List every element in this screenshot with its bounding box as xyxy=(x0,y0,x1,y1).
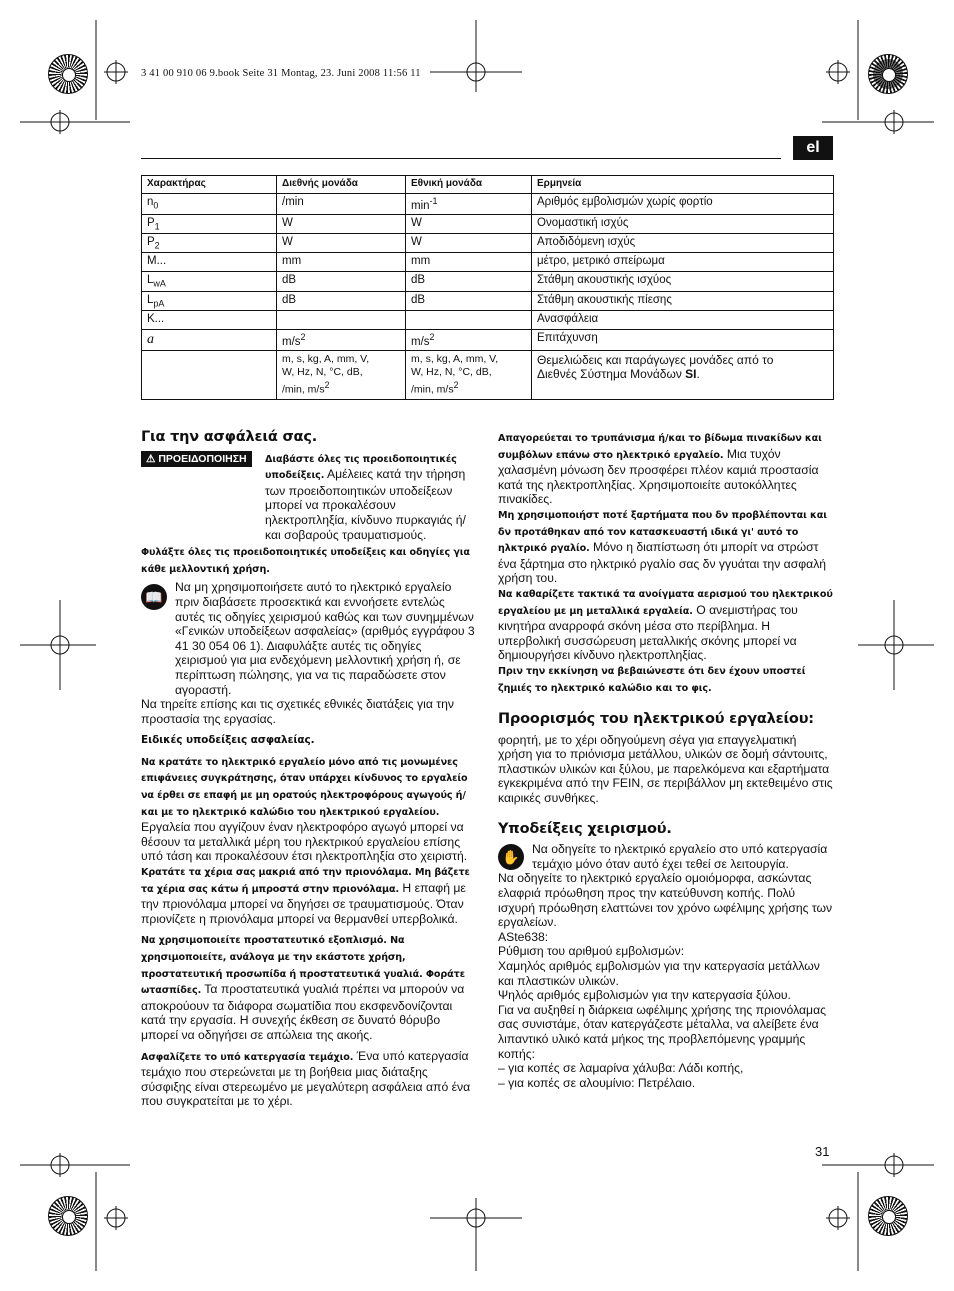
bold-text: Μη χρησιμοποιήστ ποτέ ξαρτήματα που δν προβλέπονται και δν προτάθηκαν από τον κατασκευαστή ιδικά γι' αυτό το ηλκτρικό ργαλίο. xyxy=(498,509,827,555)
body-text: Να οδηγείτε το ηλεκτρικό εργαλείο στο υπό κατεργασία τεμάχιο μόνο όταν αυτό έχει τεθεί σε λειτουργία. xyxy=(532,842,828,871)
table-cell xyxy=(532,330,834,351)
table-cell xyxy=(406,214,532,233)
body-text: Να τηρείτε επίσης και τις σχετικές εθνικές διατάξεις για την προστασία της εργασίας. xyxy=(141,697,454,726)
section-title: Υποδείξεις χειρισμού. xyxy=(498,820,672,837)
column-header: Διεθνής μονάδα xyxy=(277,176,406,194)
table-cell xyxy=(406,194,532,215)
table-cell xyxy=(532,234,834,253)
read-manual-icon: 📖 xyxy=(141,584,167,610)
cell-text: W xyxy=(282,236,293,249)
table-cell xyxy=(142,194,277,215)
cell-text: Επιτάχυνση xyxy=(537,332,598,345)
table-cell xyxy=(406,253,532,272)
body-text: Ψηλός αριθμός εμβολισμών για την κατεργασία ξύλου. xyxy=(498,988,791,1003)
cell-text: /min xyxy=(282,196,304,208)
body-text: Ένα υπό κατεργασία τεμάχιο που στερεώνεται με τη βοήθεια μιας διάταξης σύσφιξης είναι στερεωμένο με μεγαλύτερη ασφάλεια από ένα που συγκρατείται με το χέρι. xyxy=(141,1048,471,1109)
table-cell: Θεμελιώδεις και παράγωγες μονάδες από το xyxy=(537,353,774,368)
body-text: Μια τυχόν χαλασμένη μόνωση δεν προσφέρει πλέον καμιά προστασία κατά της ηλεκτροπληξίας. Χρησιμοποιείτε αυτοκόλλητες πινακίδες. xyxy=(498,446,819,507)
table-cell: /min, m/s xyxy=(411,383,454,396)
cell-text: n xyxy=(147,196,154,208)
cell-text: a xyxy=(147,332,154,348)
body-text: Αμέλειες κατά την τήρηση των προειδοποιητικών υποδείξεων μπορεί να προκαλέσουν ηλεκτροπληξία, κίνδυνο πυρκαγιάς ή/και σοβαρούς τραυματισμούς. xyxy=(265,467,466,542)
table-cell xyxy=(532,253,834,272)
superscript: 2 xyxy=(429,332,435,343)
table-cell: m, s, kg, A, mm, V, xyxy=(411,353,499,366)
bold-text: Ασφαλίζετε το υπό κατεργασία τεμάχιο. xyxy=(141,1051,354,1063)
si-label: SI xyxy=(685,367,697,382)
table-cell xyxy=(142,272,277,291)
cell-text: L xyxy=(147,274,154,287)
body-text: Ο ανεμιστήρας του κινητήρα αναρροφά σκόνη μέσα στο περίβλημα. Η υπερβολική συσσώρευση μεταλλικής σκόνης μπορεί να δημιουργήσει κίνδυνο ηλεκτροπληξίας. xyxy=(498,602,798,663)
cell-text: P xyxy=(147,216,155,229)
cell-text: dB xyxy=(411,293,426,306)
table-cell xyxy=(277,194,406,215)
table-cell: Διεθνές Σύστημα Μονάδων xyxy=(537,367,682,382)
warning-label: ΠΡΟΕΙΔΟΠΟΙΗΣΗ xyxy=(158,452,247,465)
cell-text: mm xyxy=(282,255,302,268)
column-header: Ερμηνεία xyxy=(532,176,834,194)
cell-text: μέτρο, μετρικό σπείρωμα xyxy=(537,255,665,268)
warning-badge xyxy=(141,451,252,468)
table-cell xyxy=(277,272,406,291)
subheading: Ειδικές υποδείξεις ασφαλείας. xyxy=(141,734,315,747)
table-row xyxy=(142,330,834,351)
cell-text: dB xyxy=(411,274,426,287)
cell-text: K... xyxy=(147,313,165,326)
list-item: – για κοπές σε λαμαρίνα χάλυβα: Λάδι κοπής, xyxy=(498,1061,744,1076)
body-text: Η επαφή με την πριονόλαμα μπορεί να δηγήσει σε τραυματισμούς. Όταν πριονίζετε η πριονόλαμα μπορεί να θερμανθεί υπερβολικά. xyxy=(141,880,466,926)
table-cell xyxy=(532,194,834,215)
table-cell: m, s, kg, A, mm, V, xyxy=(282,353,370,366)
cell-text: Ανασφάλεια xyxy=(537,313,599,326)
page-number: 31 xyxy=(815,1144,830,1159)
cell-text: W xyxy=(282,216,293,229)
cell-text: W xyxy=(411,216,422,229)
table-cell xyxy=(277,311,406,330)
table-cell xyxy=(532,214,834,233)
subscript: pA xyxy=(153,298,165,309)
table-cell xyxy=(142,253,277,272)
cell-text: dB xyxy=(282,293,297,306)
body-text: φορητή, με το χέρι οδηγούμενη σέγα για επαγγελματική χρήση για το πριόνισμα μετάλλου, υλικών σε δομή σάντουιτς, πλαστικών υλικών και ξύλου, με παρελκόμενα και εξαρτήματα εγκεκριμένα από την FEIN, σε περιβάλλον μη εκτεθειμένο στις καιρικές συνθήκες. xyxy=(498,732,833,806)
table-cell xyxy=(277,291,406,310)
subscript: 2 xyxy=(154,240,160,251)
table-row xyxy=(142,194,834,215)
column-header: Εθνική μονάδα xyxy=(406,176,532,194)
table-cell xyxy=(142,330,277,351)
body-text: Μόνο η διαπίστωση ότι μπορίτ να στρώστ ένα ξάρτημα στο ηλκτρικό ργαλίο σας δν γγυάται την ασφαλή χρήση του. xyxy=(498,540,827,586)
table-row xyxy=(142,234,834,253)
file-info-line: 3 41 00 910 06 9.book Seite 31 Montag, 23. Juni 2008 11:56 11 xyxy=(141,68,421,79)
cell-text: P xyxy=(147,236,155,249)
subscript: 1 xyxy=(154,221,160,232)
table-row xyxy=(142,351,834,400)
bold-text: Φυλάξτε όλες τις προειδοποιητικές υποδείξεις και οδηγίες για κάθε μελλοντική χρήση. xyxy=(141,547,470,575)
list-item: – για κοπές σε αλουμίνιο: Πετρέλαιο. xyxy=(498,1075,696,1090)
left-column xyxy=(141,430,476,1109)
bold-text: Να καθαρίζετε τακτικά τα ανοίγματα αερισμού του ηλεκτρικού εργαλείου με μη μεταλλικά εργαλεία. xyxy=(498,588,833,617)
cell-text: Στάθμη ακουστικής πίεσης xyxy=(537,293,672,306)
cell-text: mm xyxy=(411,255,431,268)
table-cell xyxy=(142,291,277,310)
table-cell xyxy=(142,234,277,253)
superscript: 2 xyxy=(324,380,330,391)
table-cell: W, Hz, N, °C, dB, xyxy=(282,366,363,379)
table-header-row xyxy=(142,176,834,194)
table-row xyxy=(142,253,834,272)
bold-text: Διαβάστε όλες τις προειδοποιητικές υποδείξεις. xyxy=(265,453,457,482)
bold-text: Απαγορεύεται το τρυπάνισμα ή/και το βίδωμα πινακίδων και συμβόλων επάνω στο ηλεκτρικό εργαλείο. xyxy=(498,433,822,461)
subscript: wA xyxy=(153,278,166,289)
section-title: Προορισμός του ηλεκτρικού εργαλείου: xyxy=(498,711,814,728)
cell-text: L xyxy=(147,293,154,306)
table-cell xyxy=(532,272,834,291)
cell-text: Στάθμη ακουστικής ισχύος xyxy=(537,274,672,287)
subscript: 0 xyxy=(153,200,159,211)
body-text: Τα προστατευτικά γυαλιά πρέπει να μπορούν να αποκρούουν τα διάφορα σωματίδια που εκσφενδονίζονται κατά την εργασία. Η συνεχής έκθεση σε δυνατό θόρυβο μπορεί να οδηγήσει σε απώλεια της ακοής. xyxy=(141,982,465,1042)
cell-text: dB xyxy=(282,274,297,287)
body-text: Χαμηλός αριθμός εμβολισμών για την κατεργασία μετάλλων και πλαστικών υλικών. xyxy=(498,959,820,988)
table-cell xyxy=(142,214,277,233)
cell-text: m/s xyxy=(282,335,301,348)
bold-text: Να κρατάτε το ηλεκτρικό εργαλείο μόνο από τις μονωμένες επιφάνειες συγκράτησης, όταν υπάρχει κίνδυνος το εργαλείο να έρθει σε επαφή με μη ορατούς ηλεκτροφόρους αγωγούς ή/και με το ηλεκτρικό καλώδιο του ηλεκτρικού εργαλείου. xyxy=(141,756,468,818)
body-text: Να μη χρησιμοποιήσετε αυτό το ηλεκτρικό εργαλείο πριν διαβάσετε προσεκτικά και εννοήσετε εντελώς αυτές τις οδηγίες χειρισμού καθώς και των συνημμένων «Γενικών υποδείξεων ασφαλείας» (αριθμός εγγράφου 3 41 30 054 06 1). Διαφυλάξτε αυτές τις οδηγίες χειρισμού για μια ενδεχόμενη μελλοντική χρήση ή, σε περίπτωση πώλησης, για να τις παραδώσετε στον αγοραστή. xyxy=(175,580,475,697)
table-cell: /min, m/s xyxy=(282,383,325,396)
table-cell xyxy=(142,311,277,330)
table-row xyxy=(142,311,834,330)
bold-text: Κρατάτε τα χέρια σας μακριά από την πριονόλαμα. Μη βάζετε τα χέρια σας κάτω ή μπροστά στην πριονόλαμα. xyxy=(141,867,470,895)
table-cell xyxy=(406,291,532,310)
body-text: Να οδηγείτε το ηλεκτρικό εργαλείο ομοιόμορφα, ασκώντας ελαφριά πρόωθηση προς την κατεύθυνση κοπής. Πολύ ισχυρή πρόωθηση ελαττώνει τον χρόνο ωφέλιμης χρήσης των εργαλείων. xyxy=(498,871,833,930)
body-text: Για να αυξηθεί η διάρκεια ωφέλιμης χρήσης της πριονόλαμας σας συνιστάμε, όταν κατεργάζεστε μέταλλα, να αλείβετε ένα λιπαντικό υλικό κατά μήκος της προβλεπόμενης γραμμής κοπής: xyxy=(498,1002,827,1061)
table-cell: W, Hz, N, °C, dB, xyxy=(411,366,492,379)
body-text: ASte638: xyxy=(498,929,549,944)
section-title: Για την ασφάλειά σας. xyxy=(141,429,318,445)
table-row xyxy=(142,291,834,310)
table-cell xyxy=(532,291,834,310)
hand-guide-icon: ✋ xyxy=(498,844,524,870)
body-text: Ρύθμιση του αριθμού εμβολισμών: xyxy=(498,944,685,959)
cell-text: Ονομαστική ισχύς xyxy=(537,216,629,229)
table-cell xyxy=(406,272,532,291)
cell-text: W xyxy=(411,236,422,249)
cell-text: min xyxy=(411,199,430,212)
body-text: Εργαλεία που αγγίζουν έναν ηλεκτροφόρο αγωγό μπορεί να θέσουν τα μεταλλικά μέρη του ηλεκτρικού εργαλείου επίσης υπό τάση και προκαλέσουν έτσι ηλεκτροπληξία στο χειριστή. xyxy=(141,820,468,864)
table-cell xyxy=(277,253,406,272)
table-cell xyxy=(406,330,532,351)
warning-triangle-icon: ⚠ xyxy=(146,452,159,465)
right-column xyxy=(498,430,834,1090)
table-cell xyxy=(532,311,834,330)
bold-text: Πριν την εκκίνηση να βεβαιώνεστε ότι δεν έχουν υποστεί ζημιές το ηλεκτρικό καλώδιο και το φις. xyxy=(498,665,806,694)
table-cell xyxy=(277,214,406,233)
header-rule xyxy=(141,158,781,159)
table-cell: . xyxy=(696,367,700,382)
table-cell xyxy=(406,234,532,253)
table-cell xyxy=(277,234,406,253)
bold-text: Να χρησιμοποιείτε προστατευτικό εξοπλισμό. Να χρησιμοποιείτε, ανάλογα με την εκάστοτε χρήση, προστατευτική προσωπίδα ή προστατευτικά γυαλιά. Φοράτε ωτασπίδες. xyxy=(141,935,465,997)
table-row xyxy=(142,272,834,291)
cell-text: m/s xyxy=(411,335,430,348)
column-header: Χαρακτήρας xyxy=(142,176,277,194)
table-cell xyxy=(406,311,532,330)
superscript: 2 xyxy=(453,380,459,391)
cell-text: Αριθμός εμβολισμών χωρίς φορτίο xyxy=(537,196,713,208)
language-tab: el xyxy=(793,136,833,160)
table-cell xyxy=(277,330,406,351)
units-table xyxy=(141,175,834,400)
table-row xyxy=(142,214,834,233)
cell-text: M... xyxy=(147,255,167,268)
cell-text: Αποδιδόμενη ισχύς xyxy=(537,236,636,249)
superscript: 2 xyxy=(300,332,306,343)
superscript: -1 xyxy=(429,196,438,206)
